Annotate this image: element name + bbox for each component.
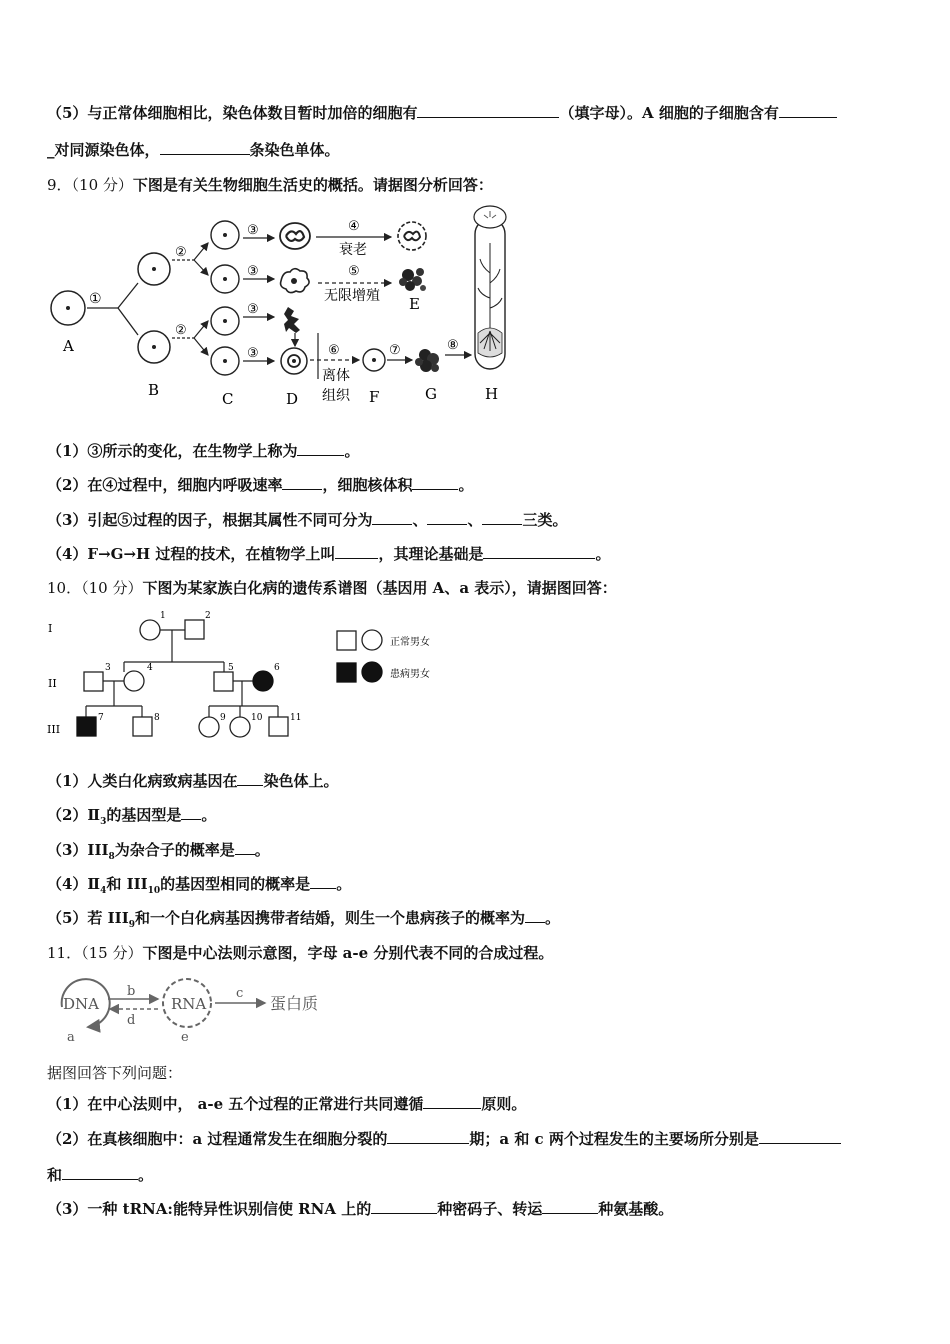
q9-p4-text-c: 。 — [595, 545, 611, 563]
step-5: ⑤ — [348, 264, 360, 279]
answer-blank[interactable] — [235, 840, 255, 855]
answer-blank[interactable] — [335, 544, 378, 559]
step-7: ⑦ — [389, 343, 401, 358]
answer-blank[interactable] — [297, 441, 344, 456]
answer-blank[interactable] — [417, 103, 559, 118]
question-score: （10 分） — [71, 176, 133, 194]
answer-blank[interactable] — [372, 510, 412, 525]
q11-p2-text-b: 期；a 和 c 两个过程发生的主要场所分别是 — [469, 1130, 759, 1148]
answer-blank[interactable] — [310, 874, 336, 889]
answer-blank[interactable] — [160, 140, 250, 155]
answer-blank[interactable] — [371, 1199, 437, 1214]
q10-p3-text-b: 为杂合子的概率是 — [114, 841, 235, 859]
cancer-cell-cluster — [399, 268, 426, 291]
q10-p3-text-c: 。 — [254, 841, 270, 859]
step-8: ⑧ — [447, 338, 459, 353]
differentiated-cell-1 — [280, 223, 310, 249]
q10-p2-text-c: 。 — [201, 806, 217, 824]
individual-11 — [269, 717, 288, 736]
q9-p3-text-d: 三类。 — [522, 511, 568, 529]
label-c: c — [236, 986, 244, 1001]
answer-blank[interactable] — [482, 510, 522, 525]
question-stem: 下图是中心法则示意图，字母 a-e 分别代表不同的合成过程。 — [142, 944, 554, 962]
q10-p4-text-d: 。 — [336, 875, 352, 893]
q10-p1-text-b: 染色体上。 — [263, 772, 339, 790]
central-dogma-figure — [50, 975, 350, 1045]
individual-7-affected — [77, 717, 96, 736]
cell-life-history-diagram — [48, 203, 508, 413]
q10-p5-sub: 9 — [128, 920, 135, 930]
pedigree-figure — [42, 606, 452, 746]
individual-3 — [84, 672, 103, 691]
q8-part5-text-c: _对同源染色体， — [47, 141, 160, 159]
label-d: D — [286, 390, 299, 408]
q9-p2-text-c: 。 — [458, 476, 474, 494]
id-3: 3 — [105, 663, 111, 673]
id-6: 6 — [274, 663, 280, 673]
q10-p2-text-b: 的基因型是 — [106, 806, 182, 824]
question-number: 11． — [47, 944, 82, 962]
q10-p4-sub1: 4 — [100, 886, 107, 896]
pedigree-chart — [42, 606, 452, 746]
q8-part5-line1 — [47, 102, 837, 123]
label-protein: 蛋白质 — [270, 994, 319, 1013]
answer-blank[interactable] — [62, 1165, 138, 1180]
individual-2 — [185, 620, 204, 639]
aging-cell — [398, 222, 426, 250]
q11-intro-text: 据图回答下列问题： — [47, 1064, 183, 1082]
q11-part2-cont — [47, 1164, 153, 1185]
cell-life-history-figure — [48, 203, 508, 413]
q9-p4-text-a: （4）F→G→H 过程的技术，在植物学上叫 — [47, 545, 336, 563]
id-5: 5 — [228, 663, 234, 673]
text-unlimited: 无限增殖 — [324, 288, 380, 304]
q9-p1-text-a: （1）③所示的变化，在生物学上称为 — [47, 442, 298, 460]
q9-p4-text-b: ，其理论基础是 — [378, 545, 484, 563]
label-a: a — [67, 1030, 75, 1045]
answer-blank[interactable] — [387, 1129, 469, 1144]
step-3-c: ③ — [247, 302, 259, 317]
q11-part2 — [47, 1128, 841, 1149]
label-a: A — [63, 337, 74, 355]
q10-p5-text-a: （5）若 III — [47, 909, 129, 927]
test-tube-plant — [474, 206, 506, 369]
q11-p3-text-a: （3）一种 tRNA:能特异性识别信使 RNA 上的 — [47, 1200, 372, 1218]
individual-5 — [214, 672, 233, 691]
q9-p3-text-c: 、 — [467, 511, 483, 529]
label-h: H — [485, 385, 499, 403]
individual-10 — [230, 717, 250, 737]
q10-p2-text-a: （2）Ⅱ — [47, 806, 101, 824]
individual-4 — [124, 671, 144, 691]
answer-blank[interactable] — [237, 771, 263, 786]
q9-p1-text-b: 。 — [344, 442, 360, 460]
answer-blank[interactable] — [423, 1094, 481, 1109]
q11-p3-text-b: 种密码子、转运 — [437, 1200, 543, 1218]
id-8: 8 — [154, 713, 160, 723]
q11-p1-text-a: （1）在中心法则中， a-e 五个过程的正常进行共同遵循 — [47, 1095, 424, 1113]
q10-p4-text-c: 的基因型相同的概率是 — [160, 875, 311, 893]
q9-part4 — [47, 543, 610, 564]
q10-part2 — [47, 804, 216, 827]
q9-part1 — [47, 440, 359, 461]
q10-p4-text-a: （4）Ⅱ — [47, 875, 101, 893]
legend-normal-female — [362, 630, 382, 650]
central-dogma-diagram — [50, 975, 350, 1045]
legend-normal-male — [337, 631, 356, 650]
step-2-lower: ② — [175, 323, 187, 338]
id-11: 11 — [290, 713, 302, 723]
question-score: （10 分） — [81, 579, 143, 597]
label-e: e — [181, 1030, 189, 1045]
step-3-a: ③ — [247, 223, 259, 238]
q10-p5-text-b: 和一个白化病基因携带者结婚，则生一个患病孩子的概率为 — [134, 909, 525, 927]
step-1: ① — [89, 291, 102, 307]
q11-part1 — [47, 1093, 526, 1114]
q9-p3-text-a: （3）引起⑤过程的因子，根据其属性不同可分为 — [47, 511, 373, 529]
question-stem: 下图为某家族白化病的遗传系谱图（基因用 A、a 表示），请据图回答： — [142, 579, 617, 597]
q9-heading — [47, 174, 493, 195]
answer-blank[interactable] — [427, 510, 467, 525]
q11-p2-text-a: （2）在真核细胞中：a 过程通常发生在细胞分裂的 — [47, 1130, 388, 1148]
q10-part5 — [47, 907, 560, 930]
q9-p2-text-b: ，细胞核体积 — [322, 476, 413, 494]
individual-1 — [140, 620, 160, 640]
question-number: 10． — [47, 579, 82, 597]
answer-blank[interactable] — [542, 1199, 598, 1214]
q10-part3 — [47, 839, 270, 862]
legend-affected-label: 患病男女 — [390, 669, 430, 680]
step-4: ④ — [348, 219, 360, 234]
q10-p1-text-a: （1）人类白化病致病基因在 — [47, 772, 238, 790]
id-10: 10 — [251, 713, 263, 723]
question-stem: 下图是有关生物细胞生活史的概括。请据图分析回答： — [132, 176, 493, 194]
q9-part3 — [47, 509, 568, 530]
q11-p2-text-c: 和 — [47, 1166, 63, 1184]
question-number: 9． — [47, 176, 72, 194]
label-d: d — [127, 1013, 136, 1028]
q10-p5-text-c: 。 — [545, 909, 561, 927]
q10-p2-sub: 3 — [100, 817, 107, 827]
q10-p3-text-a: （3）III — [47, 841, 109, 859]
answer-blank[interactable] — [181, 805, 201, 820]
generation-2: II — [48, 677, 57, 690]
individual-9 — [199, 717, 219, 737]
label-b: B — [148, 381, 160, 399]
id-7: 7 — [98, 713, 104, 723]
q11-intro — [47, 1062, 182, 1083]
q11-part3 — [47, 1198, 673, 1219]
q10-p3-sub: 8 — [108, 852, 115, 862]
q8-part5-text-b: （填字母）。A 细胞的子细胞含有 — [559, 104, 779, 122]
generation-3: III — [47, 723, 61, 736]
answer-blank[interactable] — [412, 475, 458, 490]
step-3-b: ③ — [247, 264, 259, 279]
answer-blank[interactable] — [525, 908, 545, 923]
legend-affected-female — [362, 662, 382, 682]
q10-p4-text-b: 和 III — [106, 875, 148, 893]
question-score: （15 分） — [81, 944, 143, 962]
id-4: 4 — [147, 663, 153, 673]
q11-p1-text-b: 原则。 — [481, 1095, 527, 1113]
label-dna: DNA — [63, 995, 99, 1013]
individual-6-affected — [253, 671, 273, 691]
label-b: b — [127, 984, 136, 999]
text-aging: 衰老 — [339, 242, 367, 258]
q8-part5-text-d: 条染色单体。 — [249, 141, 340, 159]
id-1: 1 — [160, 611, 166, 621]
q8-part5-line2 — [47, 139, 340, 160]
q9-p2-text-a: （2）在④过程中，细胞内呼吸速率 — [47, 476, 283, 494]
label-c: C — [222, 390, 234, 408]
generation-1: I — [48, 622, 53, 635]
legend-affected-male — [337, 663, 356, 682]
q9-part2 — [47, 474, 473, 495]
text-isolated-2: 组织 — [322, 388, 350, 404]
step-2-upper: ② — [175, 245, 187, 260]
label-e: E — [409, 295, 420, 313]
q10-part1 — [47, 770, 338, 791]
id-9: 9 — [220, 713, 226, 723]
q11-heading — [47, 942, 553, 963]
label-g: G — [425, 385, 437, 403]
q10-heading — [47, 577, 617, 598]
individual-8 — [133, 717, 152, 736]
label-f: F — [369, 388, 380, 406]
q11-p2-text-d: 。 — [138, 1166, 154, 1184]
differentiated-cell-3 — [284, 307, 300, 333]
answer-blank[interactable] — [483, 544, 595, 559]
label-rna: RNA — [171, 995, 207, 1013]
id-2: 2 — [205, 611, 211, 621]
callus-cluster — [415, 349, 439, 372]
answer-blank[interactable] — [759, 1129, 841, 1144]
q8-part5-text-a: （5）与正常体细胞相比，染色体数目暂时加倍的细胞有 — [47, 104, 418, 122]
q10-part4 — [47, 873, 351, 896]
step-6: ⑥ — [328, 343, 340, 358]
answer-blank[interactable] — [282, 475, 322, 490]
legend-normal-label: 正常男女 — [390, 637, 430, 648]
answer-blank[interactable] — [779, 103, 837, 118]
step-3-d: ③ — [247, 346, 259, 361]
text-isolated-1: 离体 — [322, 368, 350, 384]
q11-p3-text-c: 种氨基酸。 — [598, 1200, 674, 1218]
q9-p3-text-b: 、 — [412, 511, 428, 529]
q10-p4-sub2: 10 — [147, 886, 161, 896]
